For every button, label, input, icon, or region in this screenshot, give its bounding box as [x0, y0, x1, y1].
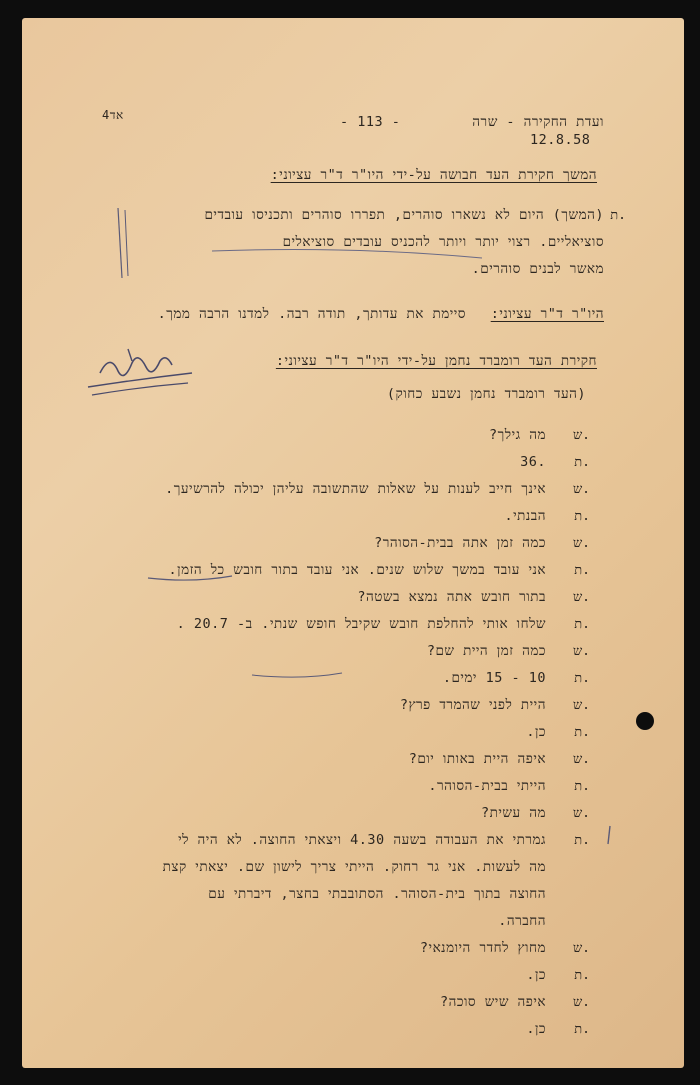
answer-line-2: סוציאליים. רצוי יותר ויותר להכניס עובדים סוציאלים — [282, 234, 604, 250]
qa-text: הבנתי. — [504, 508, 546, 524]
qa-text: כן. — [526, 724, 546, 740]
qa-text: .36 — [520, 454, 546, 470]
qa-text: גמרתי את העבודה בשעה 4.30 ויצאתי החוצה. לא היה לי — [178, 832, 546, 848]
qa-marker: ת. — [574, 617, 590, 632]
continuation-line-1: מה לעשות. אני גר רחוק. הייתי צריך לישון שם. יצאתי קצת — [162, 859, 546, 875]
page-code: 4אד — [102, 108, 124, 122]
section-title-2: חקירת העד רומברד נחמן על-ידי היו"ר ד"ר עציוני: — [275, 353, 597, 369]
qa-text: מחוץ לחדר היומנאי? — [419, 940, 546, 956]
qa-marker: ש. — [572, 806, 590, 821]
qa-text: כן. — [526, 967, 546, 983]
qa-text: אני עובד במשך שלוש שנים. אני עובד בתור חובש כל הזמן. — [168, 562, 546, 578]
qa-text: מה עשית? — [481, 805, 546, 821]
qa-marker: ש. — [572, 941, 590, 956]
qa-text: כמה זמן היית שם? — [426, 643, 546, 659]
continuation-line-2: החוצה בתוך בית-הסוהר. הסתובבתי בחצר, דיברתי עם — [208, 886, 546, 902]
qa-marker: ת. — [574, 455, 590, 470]
page-number: - 113 - — [340, 114, 401, 130]
qa-marker: ש. — [572, 428, 590, 443]
qa-text: אינך חייב לענות על שאלות שהתשובה עליהן יכולה להרשיעך. — [165, 481, 546, 497]
section-title-1: המשך חקירת העד חבושה על-ידי היו"ר ד"ר עציוני: — [270, 167, 597, 183]
qa-text: בתור חובש אתה נמצא בשטה? — [357, 589, 546, 605]
qa-marker: ש. — [572, 482, 590, 497]
continuation-line-3: החברה. — [498, 913, 546, 929]
qa-text: היית לפני שהמרד פרץ? — [399, 697, 546, 713]
qa-text: איפה היית באותו יום? — [408, 751, 546, 767]
document-date: 12.8.58 — [530, 132, 591, 148]
qa-marker: ת. — [574, 833, 590, 848]
punch-hole — [636, 712, 654, 730]
qa-text: איפה שיש סוכה? — [439, 994, 546, 1010]
qa-text: הייתי בבית-הסוהר. — [428, 778, 546, 794]
qa-marker: ת. — [574, 725, 590, 740]
qa-marker: ש. — [572, 590, 590, 605]
qa-text: שלחו אותי להחלפת חובש שקיבל חופש שנתי. ב- 20.7 . — [176, 616, 546, 632]
chair-label: היו"ר ד"ר עציוני: — [490, 306, 604, 322]
answer-line-3: מאשר לבנים סוהרים. — [471, 261, 604, 277]
qa-marker: ש. — [572, 752, 590, 767]
qa-marker: ש. — [572, 644, 590, 659]
answer-line-1: (המשך) היום לא נשארו סוהרים, תפררו סוהרים ותכניסו עובדים — [204, 207, 604, 223]
qa-marker: ש. — [572, 995, 590, 1010]
qa-marker: ת. — [574, 968, 590, 983]
qa-marker: ש. — [572, 698, 590, 713]
oath-note: (העד רומברד נחמן נשבע כחוק) — [386, 386, 586, 402]
qa-text: כן. — [526, 1021, 546, 1037]
chair-text: סיימת את עדותך, תודה רבה. למדנו הרבה ממך. — [157, 306, 466, 322]
qa-marker: ש. — [572, 536, 590, 551]
answer-marker: ת. — [610, 208, 626, 223]
qa-text: כמה זמן אתה בבית-הסוהר? — [374, 535, 546, 551]
qa-marker: ת. — [574, 1022, 590, 1037]
qa-marker: ת. — [574, 563, 590, 578]
qa-marker: ת. — [574, 671, 590, 686]
qa-marker: ת. — [574, 779, 590, 794]
qa-text: מה גילך? — [489, 427, 546, 443]
handwritten-signature — [80, 343, 200, 403]
qa-marker: ת. — [574, 509, 590, 524]
qa-text: 10 - 15 ימים. — [442, 670, 546, 686]
document-page — [22, 18, 684, 1068]
committee-header: ועדת החקירה - שרה — [472, 114, 604, 130]
